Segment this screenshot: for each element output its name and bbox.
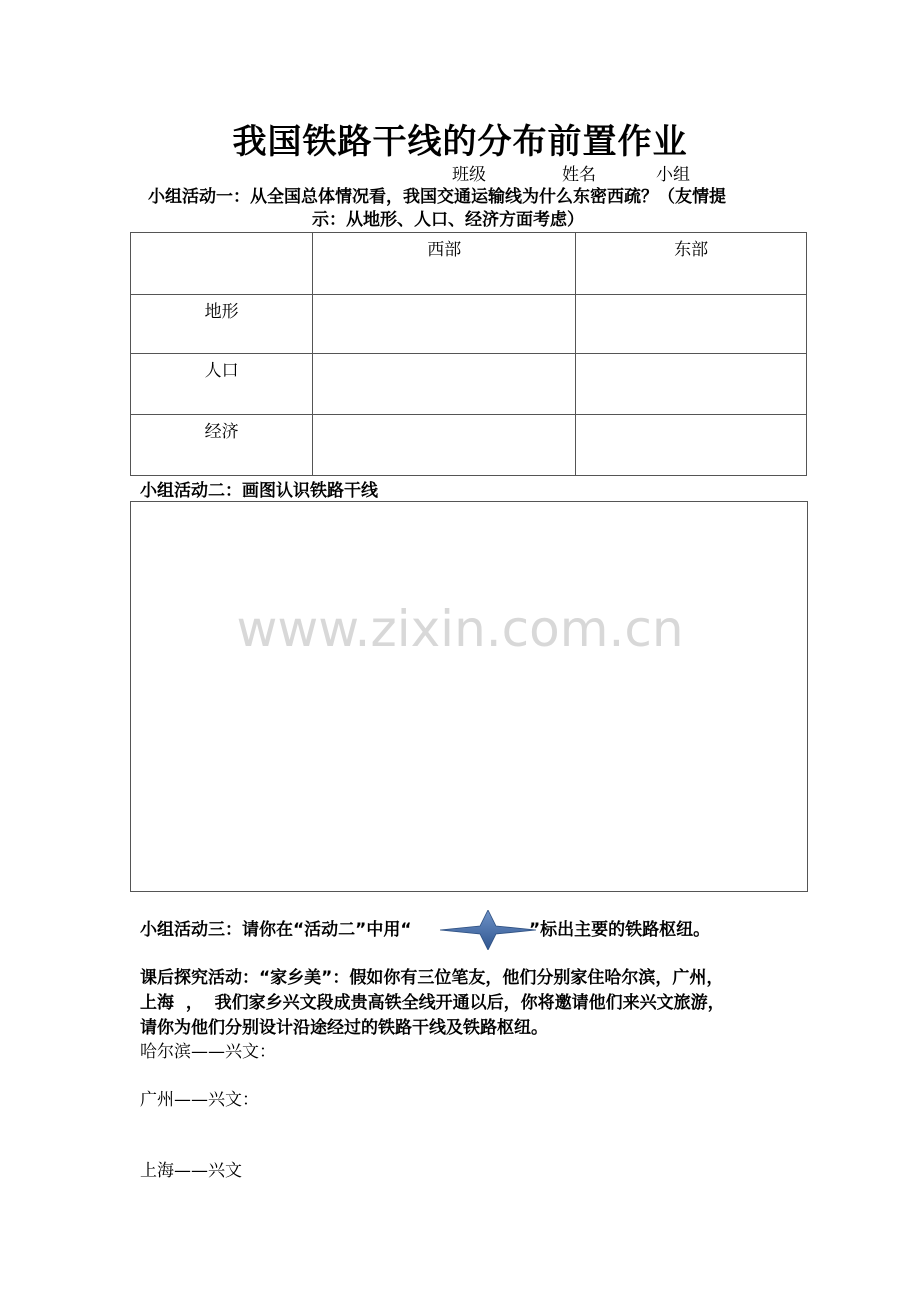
cell-east-population[interactable] (576, 354, 807, 415)
page-title: 我国铁路干线的分布前置作业 (232, 122, 688, 162)
table-row (131, 295, 807, 354)
activity1-line2: 示：从地形、人口、经济方面考虑） (312, 210, 584, 230)
row-label-population: 人口 (131, 354, 313, 415)
route-guangzhou: 广州——兴文： (140, 1090, 259, 1110)
after-class-line2: 上海 ， 我们家乡兴文段成贵高铁全线开通以后，你将邀请他们来兴文旅游， (140, 993, 725, 1013)
route-harbin: 哈尔滨——兴文： (140, 1042, 276, 1062)
group-label: 小组 (656, 165, 690, 185)
table-header-cell: 东部 (576, 233, 807, 295)
name-label: 姓名 (562, 165, 596, 185)
row-label-terrain: 地形 (131, 295, 313, 354)
cell-west-terrain[interactable] (313, 295, 576, 354)
activity3-suffix: ”标出主要的铁路枢纽。 (529, 920, 711, 940)
after-class-line3: 请你为他们分别设计沿途经过的铁路干线及铁路枢纽。 (140, 1018, 548, 1038)
activity1-line1: 小组活动一：从全国总体情况看，我国交通运输线为什么东密西疏？（友情提 (148, 187, 726, 207)
cell-east-terrain[interactable] (576, 295, 807, 354)
table-header-row (131, 233, 807, 295)
watermark: www.zixin.com.cn (236, 600, 684, 658)
drawing-area[interactable] (130, 501, 808, 892)
table-header-cell: 西部 (313, 233, 576, 295)
comparison-table (130, 232, 807, 476)
row-label-economy: 经济 (131, 415, 313, 476)
activity2-label: 小组活动二：画图认识铁路干线 (140, 481, 378, 501)
four-point-star-icon (440, 910, 536, 950)
cell-east-economy[interactable] (576, 415, 807, 476)
table-header-cell (131, 233, 313, 295)
cell-west-economy[interactable] (313, 415, 576, 476)
activity3-prefix: 小组活动三：请你在“活动二”中用“ (140, 920, 412, 940)
route-shanghai: 上海——兴文 (140, 1161, 242, 1181)
table-row (131, 354, 807, 415)
table-row (131, 415, 807, 476)
class-label: 班级 (452, 165, 486, 185)
cell-west-population[interactable] (313, 354, 576, 415)
after-class-line1: 课后探究活动：“家乡美”：假如你有三位笔友，他们分别家住哈尔滨，广州， (140, 968, 724, 988)
